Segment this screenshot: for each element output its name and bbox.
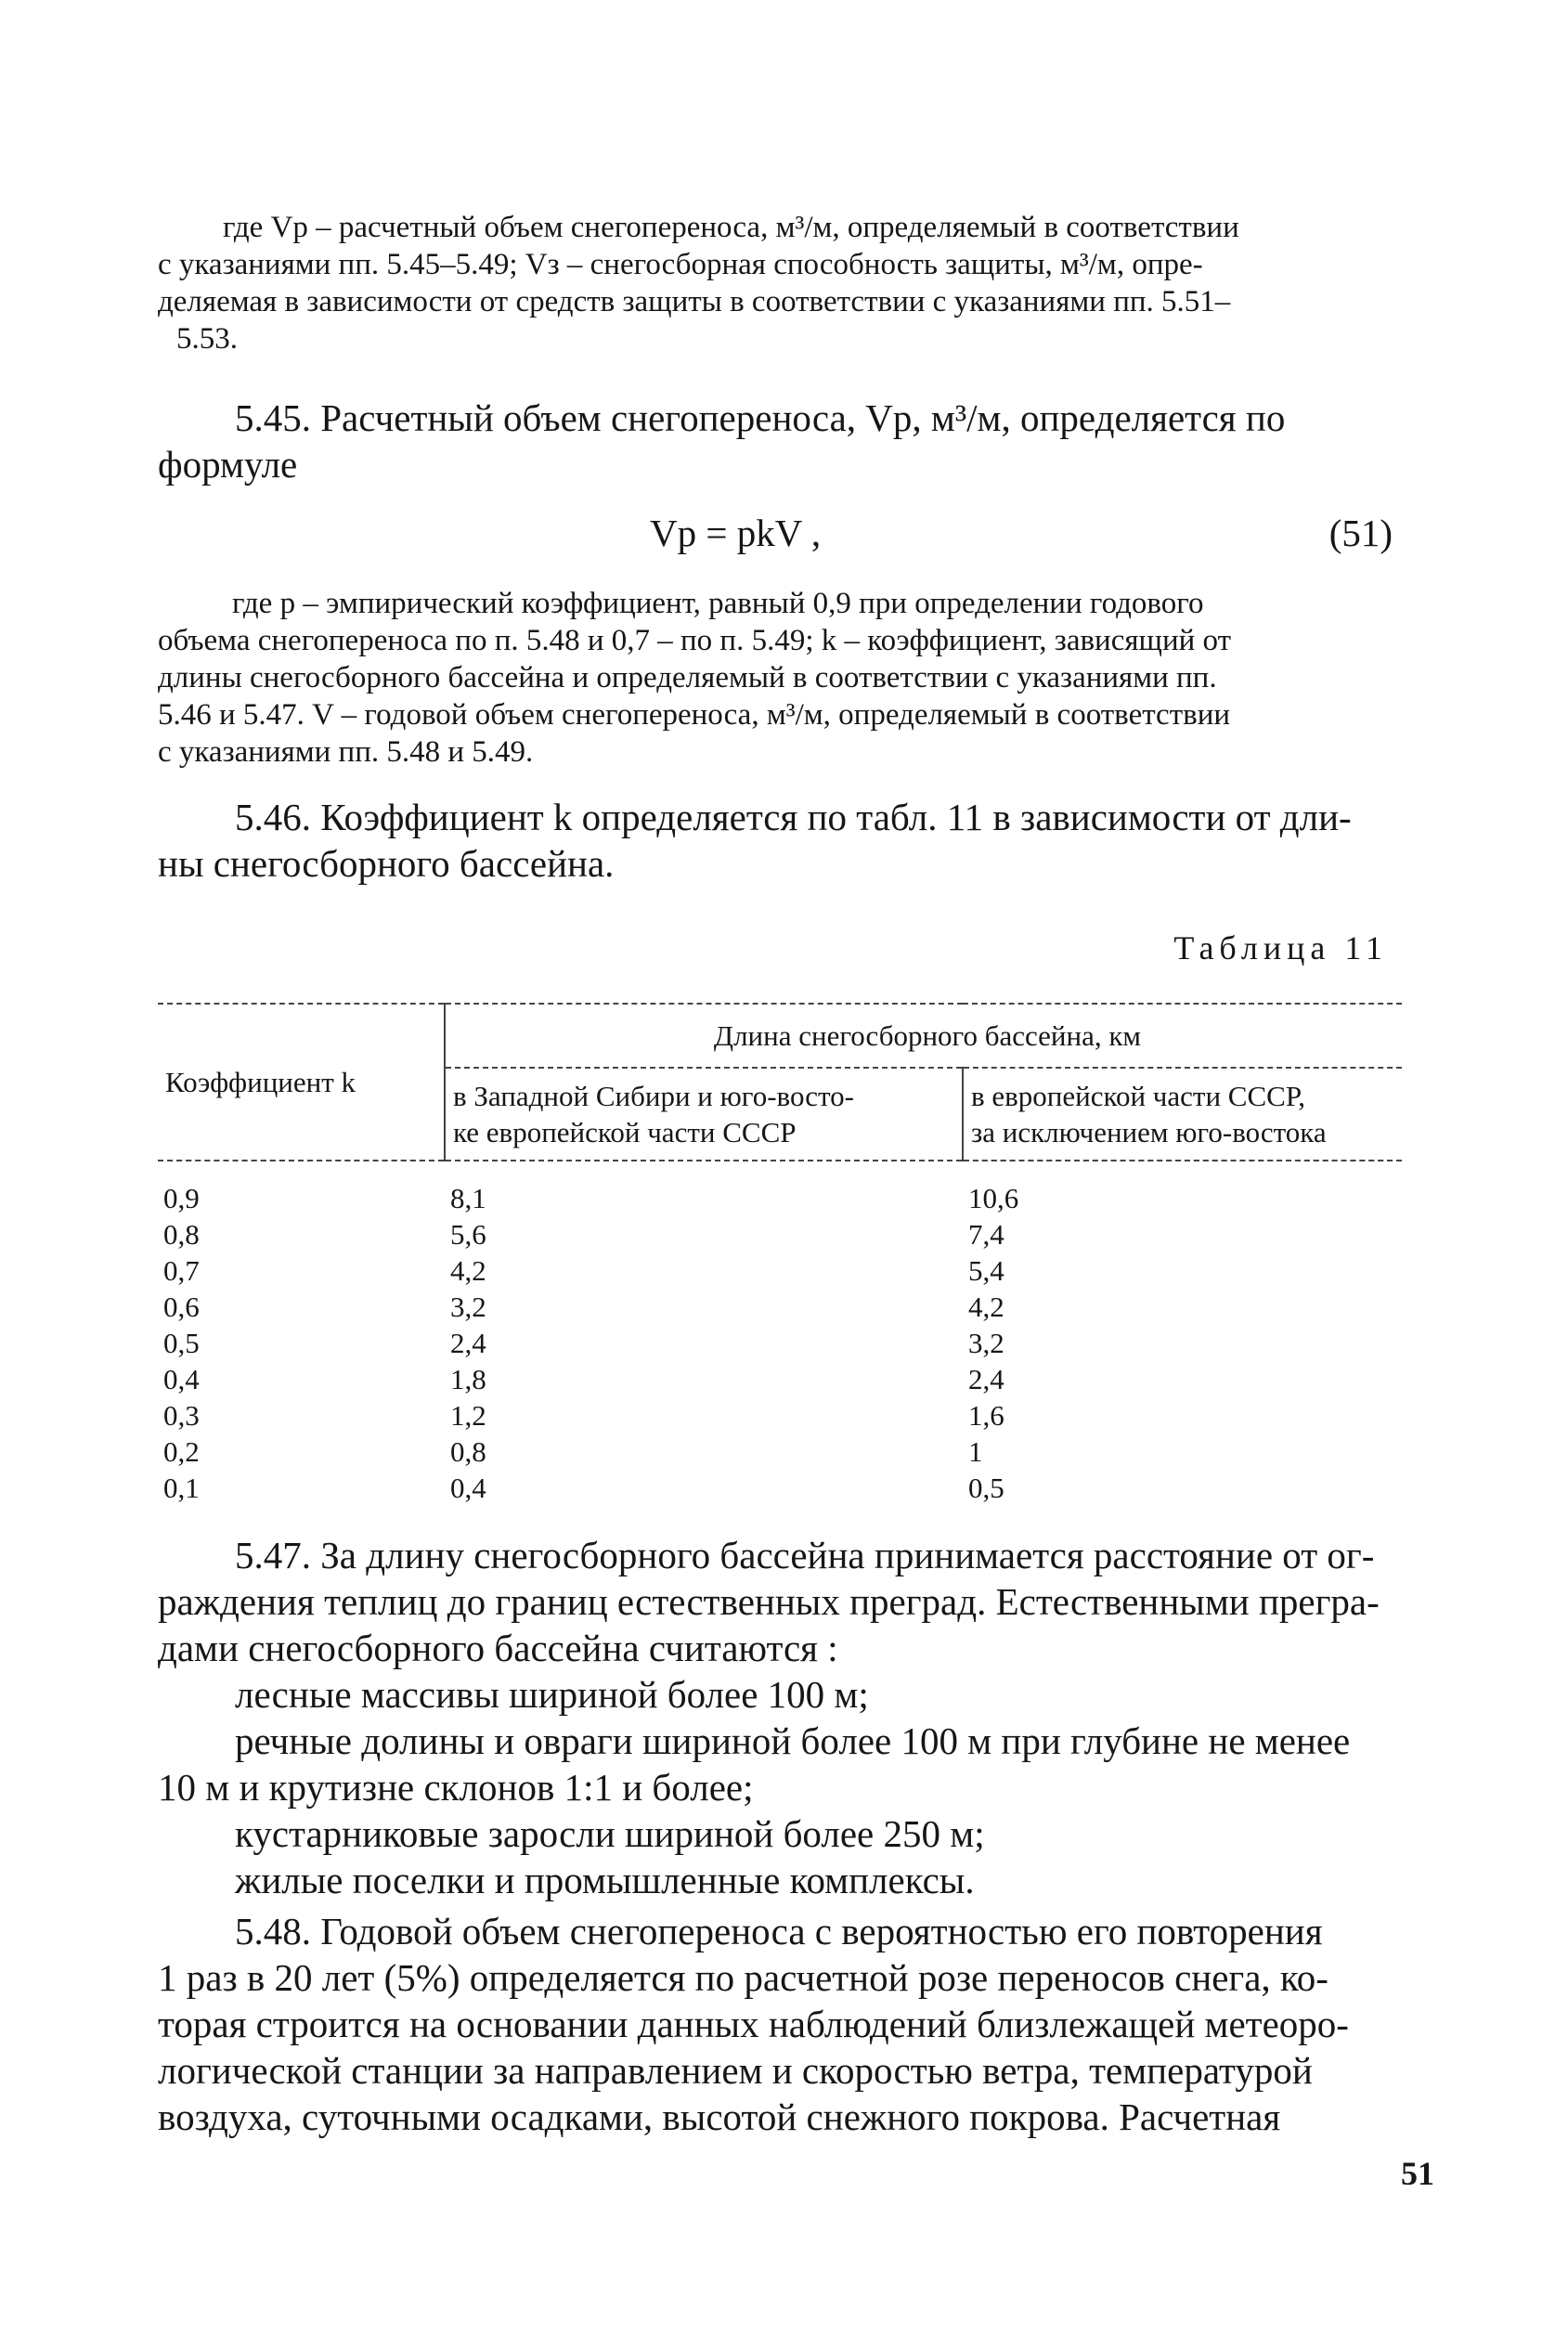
paragraph-vp-definition	[158, 209, 1402, 357]
text-line: длины снегосборного бассейна и определяемый в соответствии с указаниями пп.	[158, 661, 1217, 694]
text-line: с указаниями пп. 5.48 и 5.49.	[158, 735, 534, 769]
table-cell: 8,1	[450, 1182, 486, 1214]
page-number: 51	[1401, 2155, 1434, 2192]
table-cell: 2,4	[968, 1363, 1004, 1395]
formula-51	[158, 501, 1393, 557]
table-cell: 0,4	[163, 1363, 200, 1395]
text-line: 5.45. Расчетный объем снегопереноса, Vр, м³/м, определяется по	[235, 396, 1286, 439]
table-header-basin-length: Длина снегосборного бассейна, км	[445, 1004, 1402, 1068]
table-cell: 7,4	[968, 1218, 1004, 1251]
table-row	[158, 1433, 1402, 1470]
text-line: 1 раз в 20 лет (5%) определяется по расчетной розе переносов снега, ко-	[158, 1956, 1328, 1999]
table-row	[158, 1325, 1402, 1361]
table-cell: 3,2	[450, 1291, 486, 1323]
text-line: где p – эмпирический коэффициент, равный 0,9 при определении годового	[232, 587, 1204, 620]
table-row	[158, 1470, 1402, 1506]
text-line: с указаниями пп. 5.45–5.49; Vз – снегосборная способность защиты, м³/м, опре-	[158, 248, 1203, 281]
table-row	[158, 1289, 1402, 1325]
text-line: где Vр – расчетный объем снегопереноса, м³/м, определяемый в соответствии	[223, 211, 1239, 244]
table-cell: 0,3	[163, 1399, 200, 1432]
table-cell: 10,6	[968, 1182, 1019, 1214]
text-line: раждения теплиц до границ естественных преград. Естественными прегра-	[158, 1580, 1380, 1623]
text-line: дами снегосборного бассейна считаются :	[158, 1627, 838, 1669]
list-item: речные долины и овраги шириной более 100 м при глубине не менее	[235, 1719, 1351, 1762]
table-cell: 4,2	[968, 1291, 1004, 1323]
header-line: за исключением юго-востока	[971, 1116, 1327, 1148]
table-cell: 4,2	[450, 1254, 486, 1287]
formula-expression: Vр = pkV ,	[650, 512, 822, 554]
text-line: объема снегопереноса по п. 5.48 и 0,7 – по п. 5.49; k – коэффициент, зависящий от	[158, 624, 1231, 657]
text-line: логической станции за направлением и скоростью ветра, температурой	[158, 2049, 1313, 2092]
table-cell: 0,5	[968, 1472, 1004, 1504]
paragraph-5-45-explanation	[158, 585, 1402, 771]
list-item: лесные массивы шириной более 100 м;	[235, 1673, 869, 1716]
paragraph-5-47	[158, 1532, 1402, 1903]
table-caption: Таблица 11	[1173, 929, 1388, 966]
table-header-west-siberia	[445, 1068, 963, 1161]
table-cell: 0,1	[163, 1472, 200, 1504]
header-line: в Западной Сибири и юго-восто-	[453, 1080, 854, 1112]
table-row	[158, 1216, 1402, 1252]
table-row	[158, 1361, 1402, 1397]
text-line: торая строится на основании данных наблюдений близлежащей метеоро-	[158, 2003, 1349, 2045]
text-line: формуле	[158, 443, 298, 486]
table-cell: 1,2	[450, 1399, 486, 1432]
formula-number: (51)	[1328, 512, 1393, 554]
text-line: 10 м и крутизне склонов 1:1 и более;	[158, 1766, 754, 1809]
table-cell: 0,9	[163, 1182, 200, 1214]
table-cell: 0,5	[163, 1327, 200, 1359]
table-row	[158, 1252, 1402, 1289]
text-line: 5.48. Годовой объем снегопереноса с вероятностью его повторения	[235, 1910, 1323, 1952]
text-line: ны снегосборного бассейна.	[158, 842, 615, 885]
table-cell: 0,7	[163, 1254, 200, 1287]
table-header-european-ussr	[963, 1068, 1402, 1161]
paragraph-5-48	[158, 1908, 1402, 2140]
table-cell: 5,6	[450, 1218, 486, 1251]
text-line: 5.53.	[176, 322, 238, 356]
text-line: 5.47. За длину снегосборного бассейна принимается расстояние от ог-	[235, 1534, 1375, 1576]
table-11	[158, 1003, 1402, 1506]
table-cell: 0,6	[163, 1291, 200, 1323]
table-cell: 3,2	[968, 1327, 1004, 1359]
text-line: деляемая в зависимости от средств защиты в соответствии с указаниями пп. 5.51–	[158, 285, 1231, 318]
table-cell: 1,8	[450, 1363, 486, 1395]
table-cell: 0,8	[163, 1218, 200, 1251]
text-line: 5.46 и 5.47. V – годовой объем снегопереноса, м³/м, определяемый в соответствии	[158, 698, 1231, 732]
paragraph-5-45	[158, 395, 1402, 487]
list-item: жилые поселки и промышленные комплексы.	[235, 1859, 975, 1901]
paragraph-5-46	[158, 794, 1402, 887]
list-item: кустарниковые заросли шириной более 250 м;	[235, 1812, 985, 1855]
table-cell: 0,2	[163, 1435, 200, 1468]
text-line: 5.46. Коэффициент k определяется по табл. 11 в зависимости от дли-	[235, 796, 1352, 838]
table-cell: 0,8	[450, 1435, 486, 1468]
table-row	[158, 1161, 1402, 1216]
table-header-coefficient: Коэффициент k	[158, 1004, 445, 1161]
header-line: ке европейской части СССР	[453, 1116, 797, 1148]
header-line: в европейской части СССР,	[971, 1080, 1305, 1112]
table-cell: 5,4	[968, 1254, 1004, 1287]
table-cell: 2,4	[450, 1327, 486, 1359]
table-cell: 0,4	[450, 1472, 486, 1504]
table-cell: 1	[968, 1435, 983, 1468]
table-cell: 1,6	[968, 1399, 1004, 1432]
table-row	[158, 1397, 1402, 1433]
text-line: воздуха, суточными осадками, высотой снежного покрова. Расчетная	[158, 2095, 1281, 2138]
